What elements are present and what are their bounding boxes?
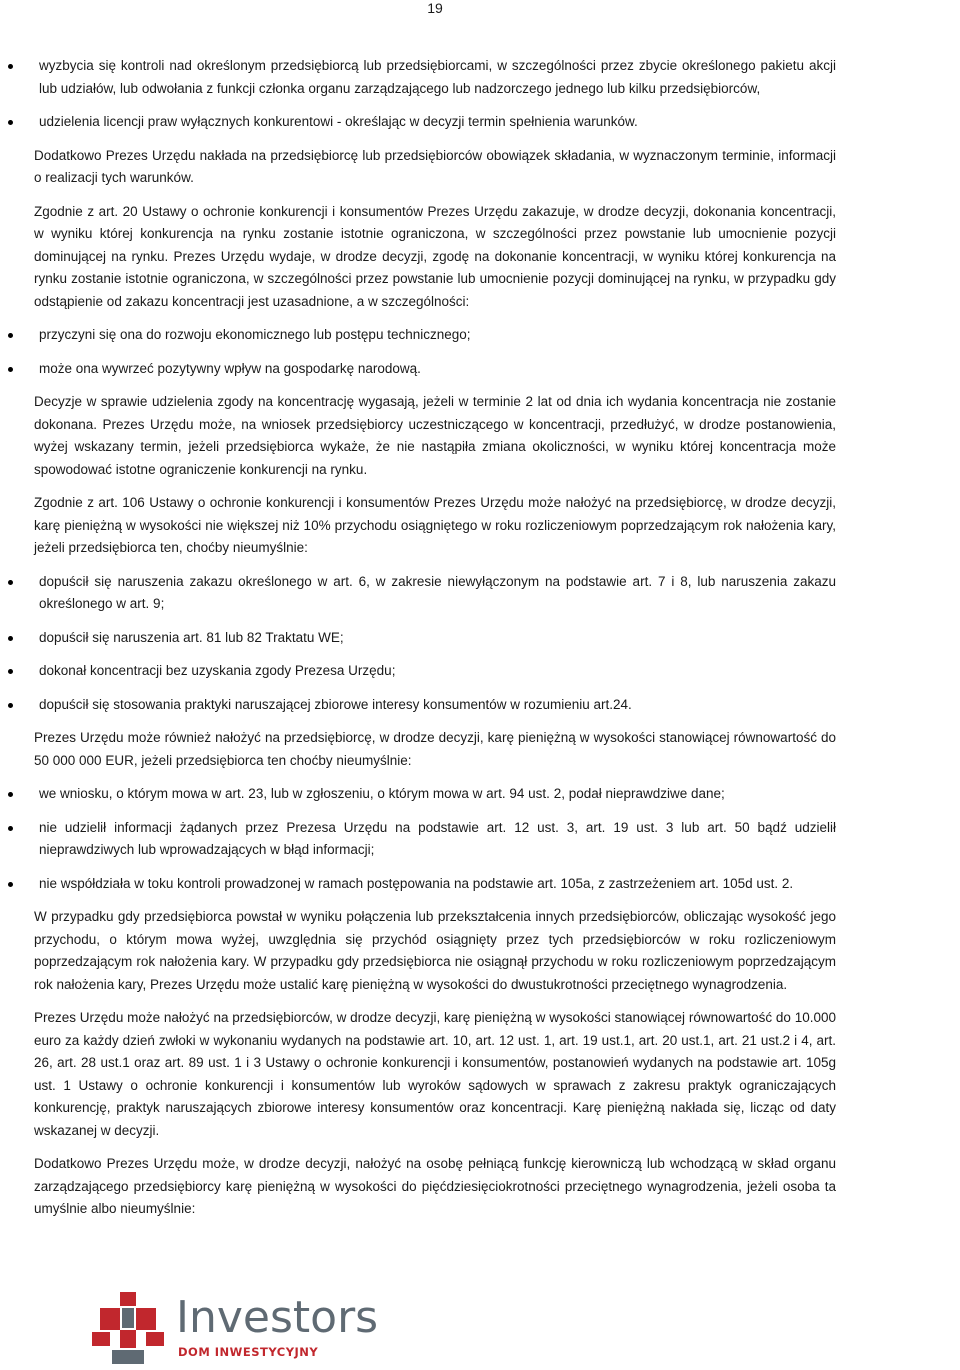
paragraph: Decyzje w sprawie udzielenia zgody na koncentrację wygasają, jeżeli w terminie 2 lat od dnia ich wydania koncentracja nie zostanie dokonana. Prezes Urzędu może, na wniosek przedsiębiorcy uczestniczącego w koncentracji, przedłużyć, w drodze postanowienia, wyżej wskazany termin, jeżeli przedsiębiorca wykaże, że nie nastąpiła zmiana okoliczności, w wyniku której koncentracja może spowodować istotne ograniczenie konkurencji na rynku. [34, 394, 836, 477]
list-item-text: dopuścił się naruszenia zakazu określonego w art. 6, w zakresie niewyłączonym na podstawie art. 7 i 8, lub naruszenia zakazu określonego w art. 9; [39, 573, 836, 611]
list-item-text: wyzbycia się kontroli nad określonym przedsiębiorcą lub przedsiębiorcami, w szczególności przez zbycie określonego pakietu akcji lub udziałów, lub odwołania z funkcji członka organu zarządzającego lub nadzorczego jednego lub kilku przedsiębiorców, [39, 58, 836, 96]
list-item-text: dopuścił się stosowania praktyki naruszającej zbiorowe interesy konsumentów w rozumieniu art.24. [39, 696, 632, 712]
paragraph: Prezes Urzędu może również nałożyć na przedsiębiorcę, w drodze decyzji, karę pieniężną w wysokości stanowiącej równowartość do 50 000 000 EUR, jeżeli przedsiębiorca ten choćby nieumyślnie: [34, 730, 836, 768]
list-item [34, 817, 836, 862]
list-item-text: nie współdziała w toku kontroli prowadzonej w ramach postępowania na podstawie art. 105a, z zastrzeżeniem art. 105d ust. 2. [39, 875, 794, 891]
bullet-list-violations [34, 571, 836, 717]
bullet-list-justification [34, 324, 836, 380]
investors-logo-icon [90, 1290, 168, 1366]
list-item [34, 627, 836, 650]
list-item-text: może ona wywrzeć pozytywny wpływ na gospodarkę narodową. [39, 360, 421, 376]
list-item [34, 660, 836, 683]
list-item [34, 358, 836, 381]
list-item-text: we wniosku, o którym mowa w art. 23, lub w zgłoszeniu, o którym mowa w art. 94 ust. 2, podał nieprawdziwe dane; [39, 786, 725, 801]
list-item-text: dopuścił się naruszenia art. 81 lub 82 Traktatu WE; [39, 629, 344, 645]
paragraph: Prezes Urzędu może nałożyć na przedsiębiorców, w drodze decyzji, karę pieniężną w wysokości stanowiącej równowartość do 10.000 euro za każdy dzień zwłoki w wykonaniu wydanych na podstawie art. 10, art. 12 ust. 1, art. 19 ust.1, art. 20 ust.1, art. 21 ust.2 i 4, art. 26, art. 28 ust.1 oraz art. 89 ust. 1 i 3 Ustawy o ochronie konkurencji i konsumentów, postanowień wydanych na podstawie art. 105g ust. 1 Ustawy o ochronie konkurencji i konsumentów lub wyroków sądowych w sprawach z zakresu praktyk ograniczających konkurencję, praktyk naruszających zbiorowe interesy konsumentów oraz koncentracji. Karę pieniężną nakłada się, licząc od daty wskazanej w decyzji. [34, 1010, 836, 1138]
list-item-text: nie udzielił informacji żądanych przez Prezesa Urzędu na podstawie art. 12 ust. 3, art. 19 ust. 3 lub art. 50 bądź udzielił nieprawdziwych lub wprowadzających w błąd informacji; [39, 819, 836, 857]
paragraph: Zgodnie z art. 20 Ustawy o ochronie konkurencji i konsumentów Prezes Urzędu zakazuje, w drodze decyzji, dokonania koncentracji, w wyniku której konkurencja na rynku zostanie istotnie ograniczona, w szczególności przez powstanie lub umocnienie pozycji dominującej na rynku. Prezes Urzędu wydaje, w drodze decyzji, zgodę na dokonanie koncentracji, w wyniku której konkurencja na rynku zostanie istotnie ograniczona, w szczególności przez powstanie lub umocnienie pozycji dominującej na rynku, w przypadku gdy odstąpienie od zakazu koncentracji jest uzasadnione, a w szczególności: [34, 203, 836, 309]
investors-logo [90, 1290, 379, 1370]
paragraph: Dodatkowo Prezes Urzędu może, w drodze decyzji, nałożyć na osobę pełniącą funkcję kierowniczą lub wchodzącą w skład organu zarządzającego przedsiębiorcy karę pieniężną w wysokości do pięćdziesięciokrotności przeciętnego wynagrodzenia, jeżeli osoba ta umyślnie albo nieumyślnie: [34, 1156, 836, 1216]
bullet-list-false-data [34, 783, 836, 895]
list-item [34, 55, 836, 100]
logo-wordmark: Investors [176, 1292, 379, 1343]
list-item [34, 571, 836, 616]
page-number: 19 [427, 0, 443, 16]
list-item [34, 783, 836, 806]
bullet-list-divestment [34, 55, 836, 134]
logo-subtitle: DOM INWESTYCYJNY [178, 1345, 319, 1359]
list-item-text: udzielenia licencji praw wyłącznych konkurentowi - określając w decyzji termin spełnienia warunków. [39, 114, 638, 129]
list-item [34, 111, 836, 134]
list-item [34, 694, 836, 717]
list-item-text: dokonał koncentracji bez uzyskania zgody Prezesa Urzędu; [39, 663, 396, 678]
list-item [34, 873, 836, 896]
list-item-text: przyczyni się ona do rozwoju ekonomicznego lub postępu technicznego; [39, 327, 471, 342]
paragraph: Dodatkowo Prezes Urzędu nakłada na przedsiębiorcę lub przedsiębiorców obowiązek składania, w wyznaczonym terminie, informacji o realizacji tych warunków. [34, 147, 836, 185]
list-item [34, 324, 836, 347]
document-body [34, 55, 836, 1232]
paragraph: W przypadku gdy przedsiębiorca powstał w wyniku połączenia lub przekształcenia innych przedsiębiorców, obliczając wysokość jego przychodu, o którym mowa wyżej, uwzględnia się przychód osiągnięty przez tych przedsiębiorców w roku rozliczeniowym poprzedzającym rok nałożenia kary. W przypadku gdy przedsiębiorca nie osiągnął przychodu w roku rozliczeniowym poprzedzającym rok nałożenia kary, Prezes Urzędu może ustalić karę pieniężną w wysokości do dwustukrotności przeciętnego wynagrodzenia. [34, 909, 836, 992]
paragraph: Zgodnie z art. 106 Ustawy o ochronie konkurencji i konsumentów Prezes Urzędu może nałożyć na przedsiębiorcę, w drodze decyzji, karę pieniężną w wysokości nie większej niż 10% przychodu osiągniętego w roku rozliczeniowym poprzedzającym rok nałożenia kary, jeżeli przedsiębiorca ten, choćby nieumyślnie: [34, 495, 836, 555]
